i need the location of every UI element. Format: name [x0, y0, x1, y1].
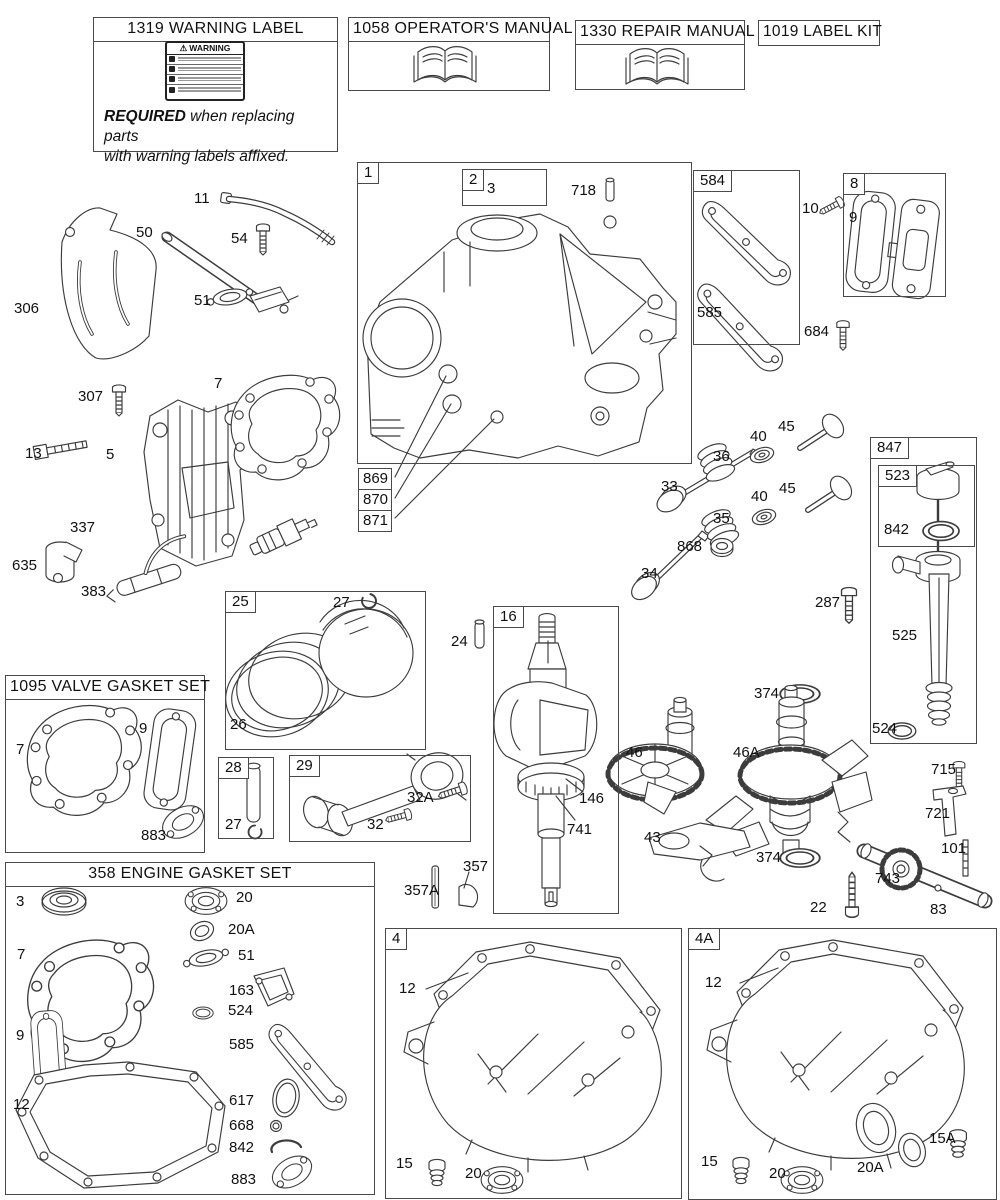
callout-43: 43	[644, 829, 661, 846]
group-box-25	[225, 591, 426, 750]
retainer-40b	[750, 507, 777, 528]
callout-525: 525	[892, 627, 918, 644]
operators-manual-box	[348, 17, 573, 91]
callout-842-847: 842	[884, 521, 910, 538]
callout-868: 868	[677, 538, 703, 555]
callout-20A-358: 20A	[228, 921, 255, 938]
callout-10: 10	[802, 200, 819, 217]
callout-9-1095: 9	[139, 720, 148, 737]
screw-684	[837, 321, 849, 351]
callout-40b: 40	[751, 488, 768, 505]
callout-51: 51	[194, 292, 211, 309]
plug-boot-635	[46, 542, 82, 583]
callout-374a: 374	[754, 685, 780, 702]
callout-635: 635	[12, 557, 38, 574]
callout-718: 718	[571, 182, 597, 199]
callout-20-4: 20	[465, 1165, 482, 1182]
callout-7-1095: 7	[16, 741, 25, 758]
callout-15-4: 15	[396, 1155, 413, 1172]
box-label-847: 847	[870, 437, 909, 459]
callout-668: 668	[229, 1117, 255, 1134]
screw-287	[842, 587, 857, 623]
key-357	[459, 884, 478, 907]
washer-868	[711, 539, 733, 557]
callout-51-358: 51	[238, 947, 255, 964]
callout-12-4: 12	[399, 980, 416, 997]
callout-146: 146	[579, 790, 605, 807]
box-label-4A: 4A	[688, 928, 720, 950]
callout-11: 11	[194, 190, 210, 207]
bolt-22	[846, 872, 859, 917]
box-label-29: 29	[289, 755, 320, 777]
callout-5: 5	[106, 446, 115, 463]
callout-743: 743	[875, 870, 901, 887]
label-kit-box	[758, 20, 883, 46]
box-label-25: 25	[225, 591, 256, 613]
screw-10	[817, 196, 846, 218]
retainer-40a	[748, 445, 775, 466]
box-label-584: 584	[693, 170, 732, 192]
callout-20-4A: 20	[769, 1165, 786, 1182]
group-box-4	[385, 928, 682, 1199]
callout-46A: 46A	[733, 744, 760, 761]
callout-7-358: 7	[17, 946, 26, 963]
callout-163: 163	[229, 982, 255, 999]
callout-524-847: 524	[872, 720, 898, 737]
box-label-2: 2	[462, 169, 484, 191]
callout-40a: 40	[750, 428, 767, 445]
engine-gasket-set-title: 358 ENGINE GASKET SET	[6, 863, 374, 887]
callout-34: 34	[641, 565, 658, 582]
box-label-869: 869	[358, 468, 392, 490]
callout-715: 715	[931, 761, 957, 778]
callout-374b: 374	[756, 849, 782, 866]
callout-101: 101	[941, 840, 967, 857]
valve-gasket-set-title: 1095 VALVE GASKET SET	[6, 676, 204, 700]
repair-manual-title: 1330 REPAIR MANUAL	[576, 21, 744, 45]
box-label-8: 8	[843, 173, 865, 195]
callout-15-4A: 15	[701, 1153, 718, 1170]
callout-33: 33	[661, 478, 678, 495]
callout-32: 32	[367, 816, 384, 833]
callout-721: 721	[925, 805, 951, 822]
box-label-28: 28	[218, 757, 249, 779]
callout-383: 383	[81, 583, 107, 600]
group-box-16	[493, 606, 619, 914]
callout-883-1095: 883	[141, 827, 167, 844]
callout-26: 26	[230, 716, 247, 733]
callout-13: 13	[25, 445, 42, 462]
callout-24: 24	[451, 633, 468, 650]
callout-22: 22	[810, 899, 827, 916]
callout-357A: 357A	[404, 882, 440, 899]
callout-9-358: 9	[16, 1027, 25, 1044]
tappet-45a	[800, 410, 848, 448]
warning-label-sticker	[165, 41, 245, 101]
callout-684: 684	[804, 323, 830, 340]
callout-524-358: 524	[228, 1002, 254, 1019]
group-box-584	[693, 170, 800, 345]
callout-20-358: 20	[236, 889, 253, 906]
callout-306: 306	[14, 300, 40, 317]
warning-required-note: REQUIRED when replacing parts with warning labels affixed.	[104, 108, 295, 166]
tappet-45b	[808, 472, 856, 510]
callout-15A: 15A	[929, 1130, 956, 1147]
callout-27-25: 27	[333, 594, 350, 611]
callout-9-in8: 9	[849, 209, 858, 226]
callout-3-358: 3	[16, 893, 25, 910]
callout-7-head: 7	[214, 375, 223, 392]
box-label-1: 1	[357, 162, 379, 184]
warning-label-kit-title: 1319 WARNING LABEL	[94, 18, 337, 42]
callout-27-28: 27	[225, 816, 242, 833]
callout-45a: 45	[778, 418, 795, 435]
cam-gear-46	[608, 697, 702, 814]
box-label-16: 16	[493, 606, 524, 628]
callout-617: 617	[229, 1092, 255, 1109]
callout-842-358: 842	[229, 1139, 255, 1156]
spark-plug-337	[247, 510, 320, 560]
callout-3-seal: 3	[487, 180, 496, 197]
callout-36: 36	[713, 448, 730, 465]
callout-287: 287	[815, 594, 841, 611]
callout-32A: 32A	[407, 789, 434, 806]
hazard-icon	[169, 66, 175, 72]
hazard-icon	[169, 87, 175, 93]
box-label-523: 523	[878, 465, 917, 487]
callout-83: 83	[930, 901, 947, 918]
box-label-4: 4	[385, 928, 407, 950]
warning-triangle-icon: ⚠	[179, 43, 188, 53]
callout-50: 50	[136, 224, 153, 241]
callout-46: 46	[626, 744, 643, 761]
engine-gasket-set-box	[5, 862, 375, 1195]
callout-45b: 45	[779, 480, 796, 497]
callout-12-4A: 12	[705, 974, 722, 991]
screw-307	[113, 385, 126, 416]
callout-883-358: 883	[231, 1171, 257, 1188]
wrist-pin-24	[475, 620, 484, 648]
callout-20A-4A: 20A	[857, 1159, 884, 1176]
valve-gasket-set-box	[5, 675, 211, 853]
callout-35: 35	[713, 510, 730, 527]
callout-357: 357	[463, 858, 489, 875]
box-label-870: 870	[358, 489, 392, 511]
callout-585-358: 585	[229, 1036, 255, 1053]
group-box-4A	[688, 928, 997, 1200]
callout-337: 337	[70, 519, 96, 536]
callout-307: 307	[78, 388, 104, 405]
callout-585-in584: 585	[697, 304, 723, 321]
group-box-1	[357, 162, 692, 464]
head-gasket-7	[231, 375, 339, 480]
washer-374-bottom	[780, 849, 820, 867]
callout-12-358: 12	[13, 1096, 30, 1113]
warning-sticker-header: ⚠ WARNING	[167, 43, 243, 55]
screw-54	[257, 224, 270, 255]
hazard-icon	[169, 56, 175, 62]
hazard-icon	[169, 76, 175, 82]
operators-manual-title: 1058 OPERATOR'S MANUAL	[349, 18, 549, 42]
callout-741: 741	[567, 821, 593, 838]
box-label-871: 871	[358, 510, 392, 532]
callout-54: 54	[231, 230, 248, 247]
repair-manual-box	[575, 20, 755, 90]
label-kit-title: 1019 LABEL KIT	[759, 21, 879, 44]
